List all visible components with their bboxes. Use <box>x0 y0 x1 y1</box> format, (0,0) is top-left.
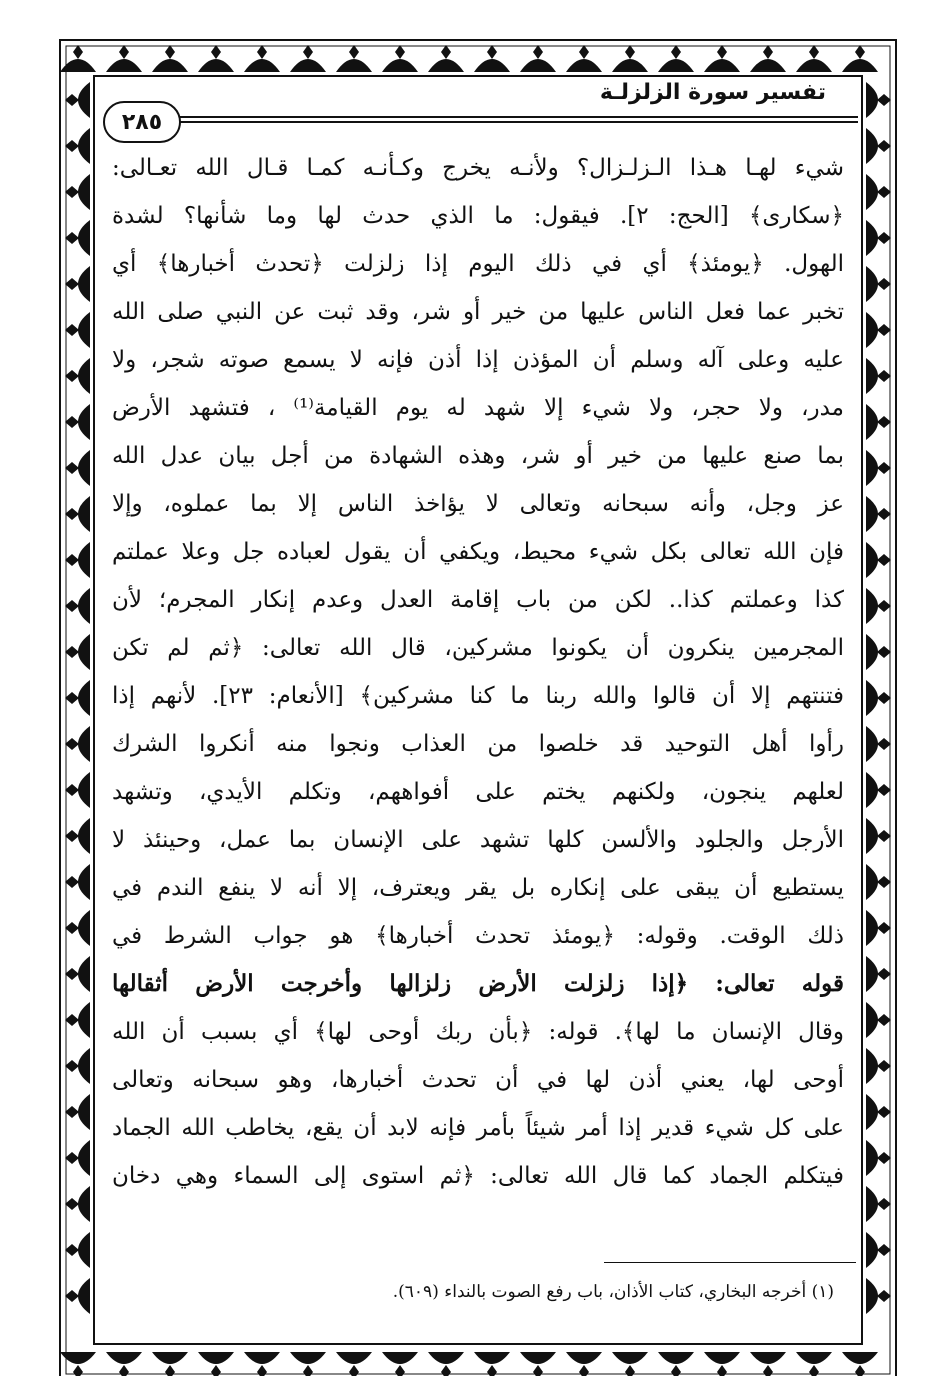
border-ornament <box>796 59 832 72</box>
border-ornament <box>78 818 90 854</box>
text-line: قوله تعالى: ﴿إذا زلزلت الأرض زلزالها وأخرجت الأرض أثقالها <box>112 970 844 997</box>
border-ornament <box>65 1152 79 1164</box>
border-ornament <box>65 876 79 888</box>
border-ornament <box>877 784 891 796</box>
border-ornament <box>119 45 129 59</box>
border-ornament <box>877 876 891 888</box>
border-ornament <box>877 1152 891 1164</box>
border-ornament <box>65 232 79 244</box>
border-ornament <box>877 830 891 842</box>
text-line: ذلك الوقت. وقوله: ﴿يومئذ تحدث أخبارها﴾ هو جواب الشرط في <box>112 923 844 949</box>
border-ornament <box>244 1352 280 1364</box>
border-ornament <box>65 140 79 152</box>
border-ornament <box>866 1002 878 1038</box>
border-ornament <box>866 1048 878 1084</box>
border-ornament <box>65 784 79 796</box>
border-ornament <box>866 1140 878 1176</box>
border-ornament <box>78 1002 90 1038</box>
border-ornament <box>866 864 878 900</box>
border-ornament <box>78 450 90 486</box>
text-line: رأوا أهل التوحيد قد خلصوا من العذاب ونجوا منه أنكروا الشرك <box>112 731 844 757</box>
border-ornament <box>198 59 234 72</box>
border-ornament <box>211 45 221 59</box>
border-ornament <box>65 278 79 290</box>
border-ornament <box>65 1060 79 1072</box>
text-line: بما صنع عليها من خير أو شر، وهذه الشهادة من أجل بيان عدل الله <box>112 443 844 469</box>
border-ornament <box>65 370 79 382</box>
border-ornament <box>65 1106 79 1118</box>
border-ornament <box>382 1352 418 1364</box>
border-ornament <box>658 1352 694 1364</box>
border-ornament <box>866 82 878 118</box>
text-line: مدر، ولا حجر، ولا شيء إلا شهد له يوم القيامة⁽¹⁾ ، فتشهد الأرض <box>112 395 844 421</box>
border-ornament <box>566 59 602 72</box>
border-ornament <box>866 450 878 486</box>
border-ornament <box>877 140 891 152</box>
border-ornament <box>474 1352 510 1364</box>
text-line: عليه وعلى آله وسلم أن المؤذن إذا أذن فإنه لا يسمع صوته شجر، ولا <box>112 347 844 373</box>
border-ornament <box>336 1352 372 1364</box>
border-ornament <box>842 59 878 72</box>
footnote-separator <box>604 1262 856 1263</box>
border-ornament <box>566 1352 602 1364</box>
text-line: عز وجل، وأنه سبحانه وتعالى لا يؤاخذ الناس إلا بما عملوه، وإلا <box>112 491 844 517</box>
border-ornament <box>65 922 79 934</box>
border-ornament <box>866 266 878 302</box>
border-ornament <box>866 588 878 624</box>
border-ornament <box>533 45 543 59</box>
border-ornament <box>877 968 891 980</box>
border-ornament <box>877 1106 891 1118</box>
border-ornament <box>78 312 90 348</box>
border-ornament <box>877 462 891 474</box>
border-ornament <box>866 910 878 946</box>
border-ornament <box>877 922 891 934</box>
border-ornament <box>65 186 79 198</box>
text-line: فيتكلم الجماد كما قال الله تعالى: ﴿ثم استوى إلى السماء وهي دخان <box>112 1163 844 1189</box>
border-ornament <box>65 1290 79 1302</box>
border-ornament <box>877 600 891 612</box>
border-ornament <box>866 174 878 210</box>
border-ornament <box>78 404 90 440</box>
border-ornament <box>65 1014 79 1026</box>
border-ornament <box>198 1352 234 1364</box>
border-ornament <box>65 1198 79 1210</box>
text-line: وقال الإنسان ما لها﴾. قوله: ﴿بأن ربك أوحى لها﴾ أي بسبب أن الله <box>112 1019 844 1045</box>
border-ornament <box>78 864 90 900</box>
text-line: الهول. ﴿يومئذ﴾ أي في ذلك اليوم إذا زلزلت ﴿تحدث أخبارها﴾ أي <box>112 251 844 277</box>
border-ornament <box>78 174 90 210</box>
text-line: فتنتهم إلا أن قالوا والله ربنا ما كنا مشركين﴾ [الأنعام: ٢٣]. لأنهم إذا <box>112 683 844 709</box>
border-ornament <box>487 45 497 59</box>
text-line: ﴿سكارى﴾ [الحج: ٢]. فيقول: ما الذي حدث لها وما شأنها؟ لشدة <box>112 203 844 229</box>
border-ornament <box>866 312 878 348</box>
border-ornament <box>877 94 891 106</box>
border-ornament <box>65 554 79 566</box>
border-ornament <box>78 772 90 808</box>
border-ornament <box>866 358 878 394</box>
border-ornament <box>704 1352 740 1364</box>
border-ornament <box>520 1352 556 1364</box>
border-ornament <box>866 680 878 716</box>
border-ornament <box>877 1290 891 1302</box>
border-ornament <box>441 45 451 59</box>
border-ornament <box>866 496 878 532</box>
border-ornament <box>60 1352 96 1364</box>
border-ornament <box>78 542 90 578</box>
border-ornament <box>866 956 878 992</box>
border-ornament <box>866 404 878 440</box>
border-ornament <box>78 634 90 670</box>
border-ornament <box>520 59 556 72</box>
border-ornament <box>65 324 79 336</box>
border-ornament <box>866 818 878 854</box>
text-line: فإن الله تعالى بكل شيء محيط، ويكفي أن يقول لعباده جل وعلا عملتم <box>112 539 844 565</box>
border-ornament <box>65 1244 79 1256</box>
border-ornament <box>763 45 773 59</box>
border-ornament <box>78 496 90 532</box>
border-ornament <box>866 772 878 808</box>
border-ornament <box>750 59 786 72</box>
border-ornament <box>65 508 79 520</box>
text-line: الأرجل والجلود والألسن كلها تشهد على الإنسان بما عمل، وحينئذ لا <box>112 827 844 853</box>
border-ornament <box>244 59 280 72</box>
border-ornament <box>877 1014 891 1026</box>
border-ornament <box>579 45 589 59</box>
border-ornament <box>65 462 79 474</box>
border-ornament <box>866 726 878 762</box>
border-ornament <box>658 59 694 72</box>
border-ornament <box>855 45 865 59</box>
border-ornament <box>65 830 79 842</box>
header-rule <box>170 121 858 123</box>
border-ornament <box>73 45 83 59</box>
border-ornament <box>877 278 891 290</box>
border-ornament <box>303 45 313 59</box>
border-ornament <box>428 1352 464 1364</box>
border-ornament <box>65 646 79 658</box>
border-ornament <box>78 1094 90 1130</box>
border-ornament <box>78 266 90 302</box>
border-ornament <box>428 59 464 72</box>
border-ornament <box>612 1352 648 1364</box>
border-ornament <box>877 232 891 244</box>
footnote: (١) أخرجه البخاري، كتاب الأذان، باب رفع الصوت بالنداء (٦٠٩). <box>392 1282 834 1302</box>
border-ornament <box>106 1352 142 1364</box>
border-ornament <box>671 45 681 59</box>
border-ornament <box>78 82 90 118</box>
border-ornament <box>78 358 90 394</box>
border-ornament <box>877 370 891 382</box>
border-ornament <box>877 1244 891 1256</box>
header-rule <box>170 116 858 118</box>
page-number: ٢٨٥ <box>103 101 181 143</box>
border-ornament <box>866 634 878 670</box>
border-ornament <box>78 588 90 624</box>
border-ornament <box>336 59 372 72</box>
border-ornament <box>78 726 90 762</box>
border-ornament <box>877 1060 891 1072</box>
border-ornament <box>877 1198 891 1210</box>
border-ornament <box>877 738 891 750</box>
border-ornament <box>65 738 79 750</box>
border-ornament <box>65 416 79 428</box>
border-ornament <box>809 45 819 59</box>
border-ornament <box>395 45 405 59</box>
border-ornament <box>842 1352 878 1364</box>
border-ornament <box>877 646 891 658</box>
text-line: كذا وعملتم كذا.. لكن من باب إقامة العدل وعدم إنكار المجرم؛ لأن <box>112 587 844 613</box>
border-ornament <box>866 128 878 164</box>
border-ornament <box>60 59 96 72</box>
border-ornament <box>65 600 79 612</box>
border-ornament <box>78 128 90 164</box>
border-ornament <box>106 59 142 72</box>
running-header-title: تفسير سورة الزلزلـة <box>599 80 826 105</box>
border-ornament <box>78 1186 90 1222</box>
border-ornament <box>349 45 359 59</box>
border-ornament <box>866 1186 878 1222</box>
border-ornament <box>165 45 175 59</box>
border-ornament <box>290 1352 326 1364</box>
border-ornament <box>750 1352 786 1364</box>
border-ornament <box>877 692 891 704</box>
border-ornament <box>78 220 90 256</box>
text-line: يستطيع أن يبقى على إنكاره بل يقر ويعترف، إلا أنه لا ينفع الندم في <box>112 875 844 901</box>
border-ornament <box>290 59 326 72</box>
border-ornament <box>474 59 510 72</box>
border-ornament <box>796 1352 832 1364</box>
border-ornament <box>866 1094 878 1130</box>
border-ornament <box>65 692 79 704</box>
text-line: شيء لهـا هـذا الـزلـزال؟ ولأنـه يخرج وكـأنـه كمـا قـال الله تعـالى: <box>112 155 844 181</box>
border-ornament <box>877 554 891 566</box>
border-ornament <box>866 1278 878 1314</box>
border-ornament <box>866 220 878 256</box>
border-ornament <box>612 59 648 72</box>
border-ornament <box>78 1232 90 1268</box>
border-ornament <box>866 1232 878 1268</box>
text-line: لعلهم ينجون، ولكنهم يختم على أفواههم، وتكلم الأيدي، وتشهد <box>112 779 844 805</box>
text-line: على كل شيء قدير إذا أمر شيئاً بأمر فإنه لابد أن يقع، يخاطب الله الجماد <box>112 1115 844 1141</box>
border-ornament <box>152 1352 188 1364</box>
border-ornament <box>877 324 891 336</box>
border-ornament <box>877 416 891 428</box>
text-line: تخبر عما فعل الناس عليها من خير أو شر، وقد ثبت عن النبي صلى الله <box>112 299 844 325</box>
border-ornament <box>717 45 727 59</box>
border-ornament <box>78 1278 90 1314</box>
text-line: أوحى لها، يعني أذن لها في أن تحدث أخبارها، وهو سبحانه وتعالى <box>112 1067 844 1093</box>
border-ornament <box>65 94 79 106</box>
border-ornament <box>704 59 740 72</box>
text-line: المجرمين ينكرون أن يكونوا مشركين، قال الله تعالى: ﴿ثم لم تكن <box>112 635 844 661</box>
border-ornament <box>257 45 267 59</box>
border-ornament <box>877 508 891 520</box>
border-ornament <box>877 186 891 198</box>
border-ornament <box>65 968 79 980</box>
border-ornament <box>382 59 418 72</box>
border-ornament <box>78 956 90 992</box>
border-ornament <box>78 1048 90 1084</box>
border-ornament <box>78 680 90 716</box>
border-ornament <box>78 1140 90 1176</box>
body-text <box>112 144 844 1200</box>
border-ornament <box>625 45 635 59</box>
border-ornament <box>78 910 90 946</box>
border-ornament <box>866 542 878 578</box>
border-ornament <box>152 59 188 72</box>
